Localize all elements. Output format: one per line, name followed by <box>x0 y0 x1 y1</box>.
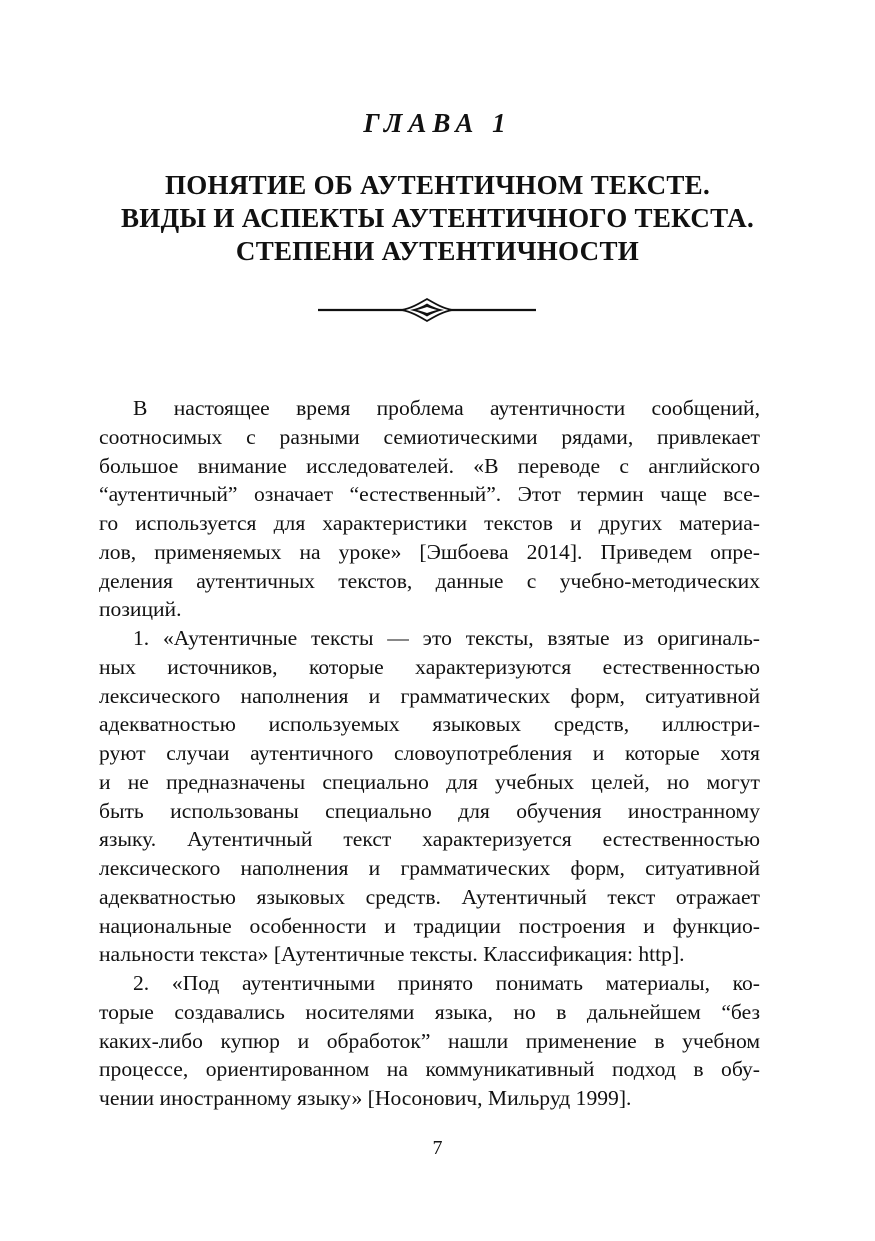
text-line: ных источников, которые характеризуются естественностью <box>99 654 760 679</box>
chapter-title-line: СТЕПЕНИ АУТЕНТИЧНОСТИ <box>235 236 640 266</box>
text-line: соотносимых с разными семиотическими рядами, привлекает <box>99 424 760 449</box>
text-line: процессе, ориентированном на коммуникативный подход в обу- <box>99 1057 760 1082</box>
text-line: чении иностранному языку» [Носонович, Мильруд 1999]. <box>99 1086 632 1110</box>
text-line: В настоящее время проблема аутентичности сообщений, <box>133 396 760 420</box>
page-number: 7 <box>432 1137 443 1159</box>
text-line: 2. «Под аутентичными принято понимать материалы, ко- <box>133 971 760 995</box>
paragraph <box>99 624 760 969</box>
text-line: лов, применяемых на уроке» [Эшбоева 2014]. Приведем опре- <box>99 539 760 564</box>
text-line: языку. Аутентичный текст характеризуется естественностью <box>99 827 760 852</box>
text-line: национальные особенности и традиции построения и функцио- <box>99 913 760 938</box>
chapter-title <box>60 169 815 268</box>
text-line: большое внимание исследователей. «В переводе с английского <box>99 453 760 478</box>
text-line: 1. «Аутентичные тексты — это тексты, взятые из оригиналь- <box>133 626 760 650</box>
paragraph <box>99 394 760 624</box>
chapter-title-line: ВИДЫ И АСПЕКТЫ АУТЕНТИЧНОГО ТЕКСТА. <box>121 203 754 233</box>
chapter-title-line: ПОНЯТИЕ ОБ АУТЕНТИЧНОМ ТЕКСТЕ. <box>164 170 711 200</box>
body-text <box>99 394 760 1113</box>
text-line: адекватностью используемых языковых средств, иллюстри- <box>99 712 760 737</box>
text-line: деления аутентичных текстов, данные с учебно-методических <box>99 568 760 593</box>
text-line: и не предназначены специально для учебных целей, но могут <box>99 769 760 794</box>
text-line: лексического наполнения и грамматических форм, ситуативной <box>99 683 760 708</box>
text-line: лексического наполнения и грамматических форм, ситуативной <box>99 856 760 880</box>
text-line: “аутентичный” означает “естественный”. Этот термин чаще все- <box>99 482 760 507</box>
text-line: позиций. <box>99 597 182 622</box>
text-line: быть использованы специально для обучения иностранному <box>99 798 760 823</box>
ornament-divider <box>318 297 536 323</box>
text-line: руют случаи аутентичного словоупотребления и которые хотя <box>99 741 760 765</box>
text-line: адекватностью языковых средств. Аутентичный текст отражает <box>99 884 760 909</box>
paragraph <box>99 969 760 1113</box>
text-line: каких-либо купюр и обработок” нашли применение в учебном <box>99 1028 760 1053</box>
text-line: торые создавались носителями языка, но в дальнейшем “без <box>99 999 760 1024</box>
chapter-label: ГЛАВА 1 <box>363 108 512 138</box>
text-line: го используется для характеристики текстов и других материа- <box>99 511 760 535</box>
text-line: нальности текста» [Аутентичные тексты. Классификация: http]. <box>99 942 685 967</box>
